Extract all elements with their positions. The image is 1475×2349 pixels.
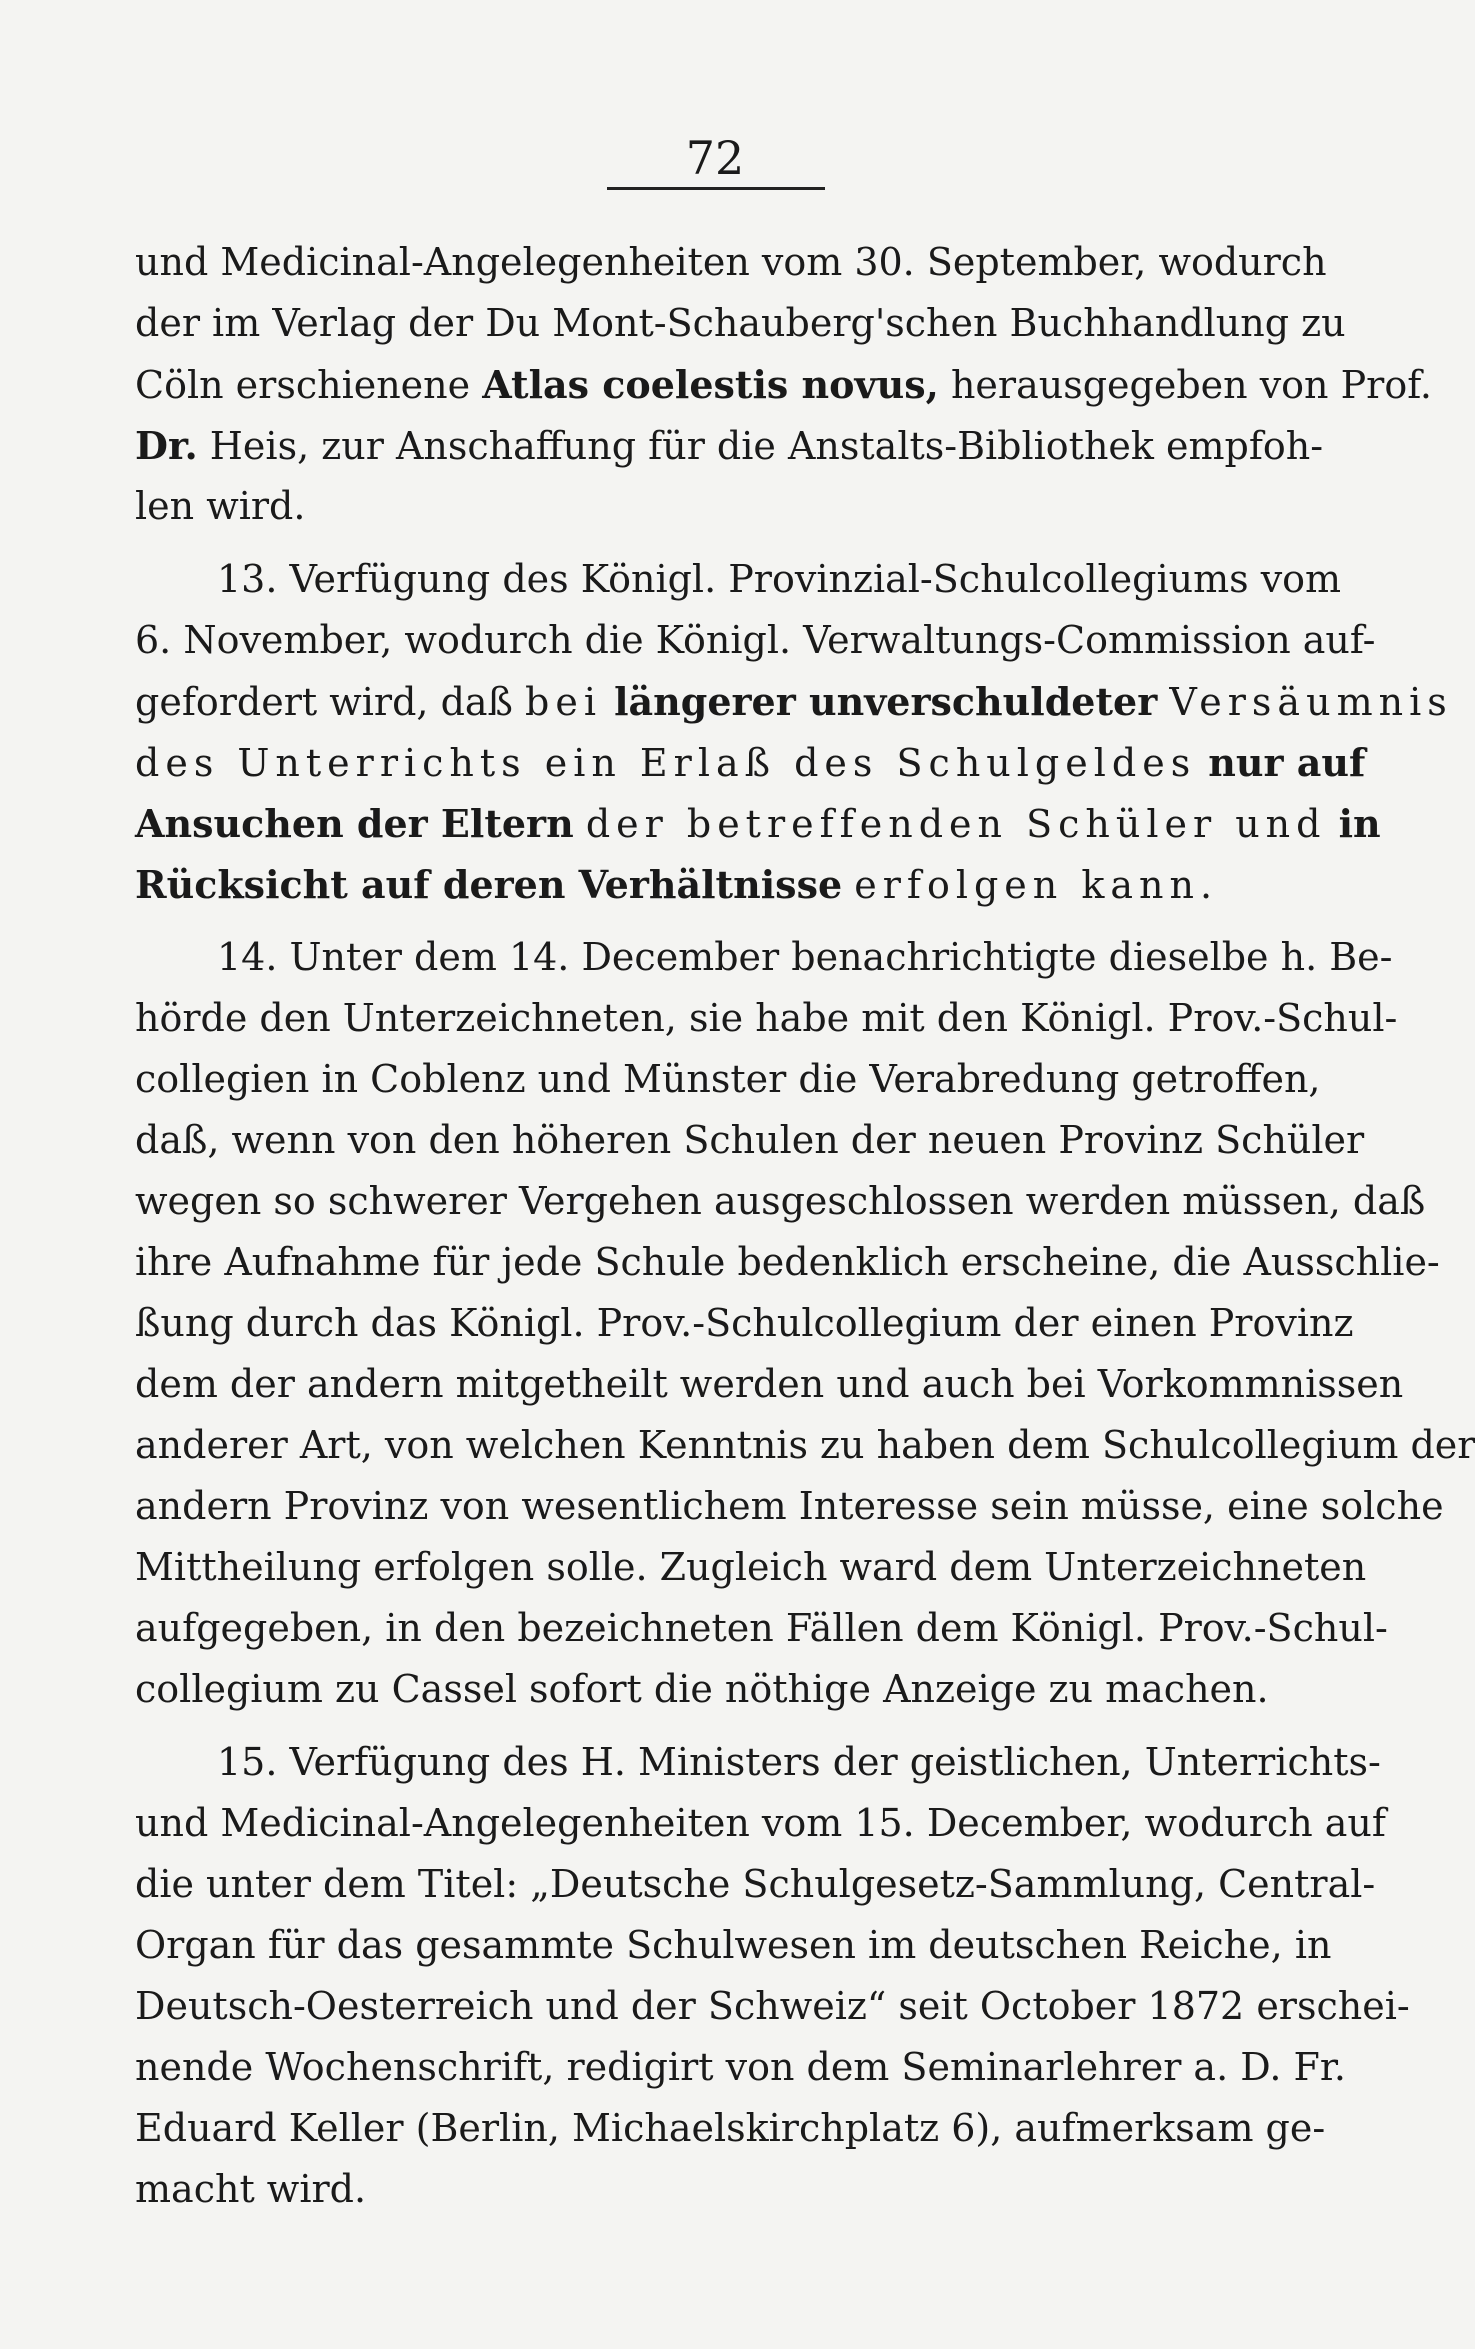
text-line: [135, 232, 1327, 293]
text-line: [135, 854, 1305, 915]
text-run: Atlas coelestis novus,: [482, 362, 939, 407]
text-run: 13. Verfügung des Königl. Provinzial-Schulcollegiums vom: [217, 557, 1342, 601]
text-run: aufgegeben, in den bezeichneten Fällen dem Königl. Prov.-Schul-: [135, 1606, 1388, 1650]
text-run: 15. Verfügung des H. Ministers der geistlichen, Unterrichts-: [217, 1740, 1381, 1784]
text-run: erfolgen kann.: [854, 863, 1219, 907]
text-run: Ansuchen der Eltern: [135, 801, 574, 846]
text-run: der im Verlag der Du Mont-Schauberg'schen Buchhandlung zu: [135, 301, 1346, 345]
paragraph-p14: [135, 927, 1475, 1720]
text-run: daß, wenn von den höheren Schulen der neuen Provinz Schüler: [135, 1118, 1365, 1162]
text-run: Rücksicht auf deren Verhältnisse: [135, 862, 843, 907]
text-line: [135, 1915, 1332, 1976]
text-run: Mittheilung erfolgen solle. Zugleich ward dem Unterzeichneten: [135, 1545, 1367, 1589]
text-line: [135, 988, 1398, 1049]
text-line: [135, 293, 1346, 354]
text-run: herausgegeben von Prof.: [938, 363, 1432, 407]
text-run: Cöln erschienene: [135, 363, 483, 407]
text-line: [135, 2098, 1326, 2159]
text-line: [135, 1976, 1410, 2037]
text-run: hörde den Unterzeichneten, sie habe mit den Königl. Prov.-Schul-: [135, 996, 1398, 1040]
text-run: Eduard Keller (Berlin, Michaelskirchplatz 6), aufmerksam ge-: [135, 2106, 1326, 2150]
text-line: [135, 1537, 1367, 1598]
text-run: 6. November, wodurch die Königl. Verwaltungs-Commission auf-: [135, 618, 1376, 662]
text-line: [135, 671, 1453, 732]
text-run: [842, 863, 854, 907]
text-line: [135, 1232, 1440, 1293]
text-line: [135, 1793, 1386, 1854]
text-run: [602, 680, 614, 724]
text-line: [135, 1854, 1376, 1915]
text-run: die unter dem Titel: „Deutsche Schulgesetz-Sammlung, Central-: [135, 1862, 1376, 1906]
text-line: [135, 1354, 1404, 1415]
text-line: [135, 2037, 1346, 2098]
paragraph-gap: [135, 537, 1305, 549]
text-line: [135, 1732, 1381, 1793]
text-line: [135, 549, 1342, 610]
text-run: längerer unverschuldeter: [614, 679, 1158, 724]
text-run: [574, 802, 586, 846]
page-number-rule: [607, 187, 825, 190]
text-run: [1157, 680, 1169, 724]
text-run: len wird.: [135, 484, 306, 528]
text-run: in: [1338, 801, 1381, 846]
text-run: der betreffenden Schüler und: [585, 802, 1327, 846]
body-text: [135, 232, 1475, 2220]
text-line: [135, 1110, 1365, 1171]
text-run: Deutsch-Oesterreich und der Schweiz“ seit October 1872 erschei-: [135, 1984, 1410, 2028]
text-line: [135, 793, 1381, 854]
text-run: anderer Art, von welchen Kenntnis zu haben dem Schulcollegium der: [135, 1423, 1475, 1467]
text-line: [135, 415, 1324, 476]
paragraph-p12_cont: [135, 232, 1432, 537]
text-run: dem der andern mitgetheilt werden und auch bei Vorkommnissen: [135, 1362, 1404, 1406]
text-line: [135, 732, 1366, 793]
text-run: ihre Aufnahme für jede Schule bedenklich erscheine, die Ausschlie-: [135, 1240, 1440, 1284]
text-run: bei: [525, 680, 602, 724]
page-number: 72: [685, 131, 745, 185]
paragraph-gap: [135, 1720, 1305, 1732]
text-run: Dr.: [135, 423, 198, 468]
text-line: [135, 2159, 1305, 2220]
text-run: nur auf: [1208, 740, 1366, 785]
text-run: Versäumnis: [1169, 680, 1453, 724]
text-run: Organ für das gesammte Schulwesen im deutschen Reiche, in: [135, 1923, 1332, 1967]
text-run: collegien in Coblenz und Münster die Verabredung getroffen,: [135, 1057, 1321, 1101]
text-run: Heis, zur Anschaffung für die Anstalts-Bibliothek empfoh-: [197, 424, 1324, 468]
text-line: [135, 476, 1305, 537]
text-line: [135, 927, 1393, 988]
text-run: collegium zu Cassel sofort die nöthige Anzeige zu machen.: [135, 1667, 1269, 1711]
text-run: wegen so schwerer Vergehen ausgeschlossen werden müssen, daß: [135, 1179, 1426, 1223]
text-line: [135, 1049, 1321, 1110]
text-line: [135, 354, 1432, 415]
text-line: [135, 1476, 1444, 1537]
text-line: [135, 1659, 1305, 1720]
text-run: ßung durch das Königl. Prov.-Schulcollegium der einen Provinz: [135, 1301, 1354, 1345]
text-run: macht wird.: [135, 2167, 367, 2211]
paragraph-gap: [135, 915, 1305, 927]
text-run: des Unterrichts ein Erlaß des Schulgeldes: [135, 741, 1197, 785]
text-run: 14. Unter dem 14. December benachrichtigte dieselbe h. Be-: [217, 935, 1393, 979]
text-run: und Medicinal-Angelegenheiten vom 15. December, wodurch auf: [135, 1801, 1386, 1845]
text-run: andern Provinz von wesentlichem Interesse sein müsse, eine solche: [135, 1484, 1444, 1528]
text-run: und Medicinal-Angelegenheiten vom 30. September, wodurch: [135, 240, 1327, 284]
text-line: [135, 1171, 1426, 1232]
text-line: [135, 1415, 1475, 1476]
text-run: nende Wochenschrift, redigirt von dem Seminarlehrer a. D. Fr.: [135, 2045, 1346, 2089]
paragraph-p15: [135, 1732, 1410, 2220]
paragraph-p13: [135, 549, 1453, 915]
text-run: [1326, 802, 1338, 846]
text-line: [135, 610, 1376, 671]
text-line: [135, 1598, 1388, 1659]
text-line: [135, 1293, 1354, 1354]
text-run: [1196, 741, 1208, 785]
text-run: gefordert wird, daß: [135, 680, 526, 724]
